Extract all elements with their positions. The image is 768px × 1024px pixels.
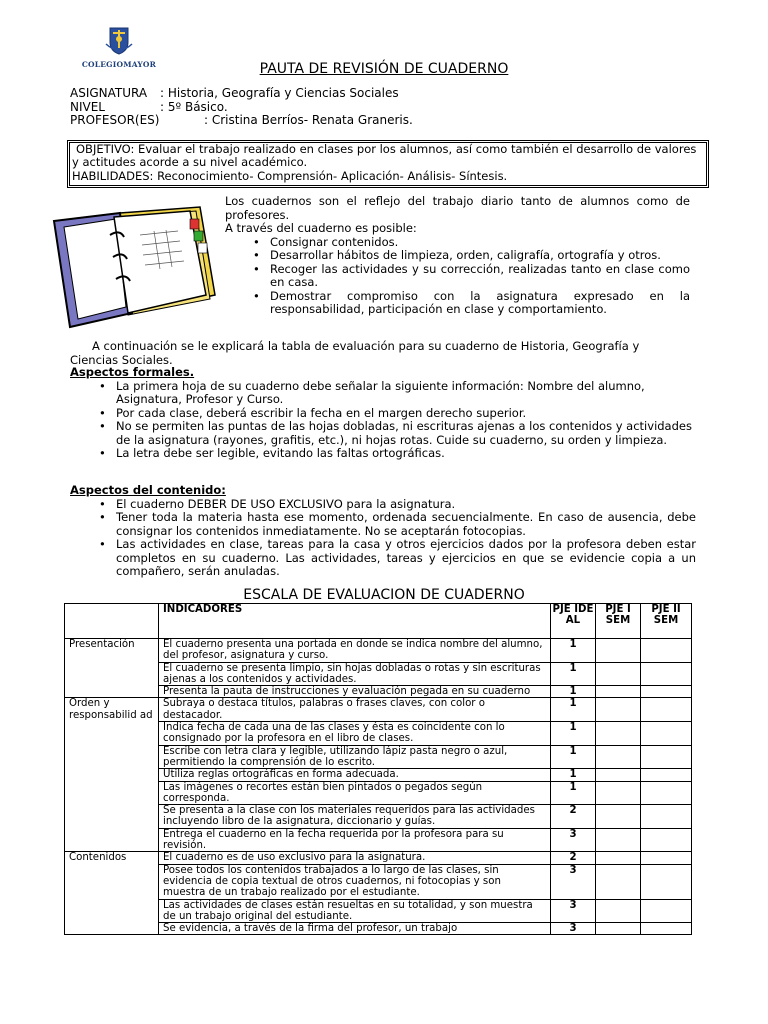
empty-header (65, 604, 159, 639)
intro-list (270, 236, 690, 317)
ideal-score: 3 (551, 828, 596, 852)
list-item: • No se permiten las puntas de las hojas dobladas, ni escrituras ajenas a los contenidos y actividades de la asignatura (rayones, grafitis, etc.), ni hojas rotas. Cuide su cuaderno, su orden y limpieza. (116, 420, 696, 447)
formal-heading: Aspectos formales. (70, 365, 195, 379)
list-item: • La primera hoja de su cuaderno debe señalar la siguiente información: Nombre del alumno, Asignatura, Profesor y Curso. (116, 380, 696, 407)
indicator-text: Se evidencia, a través de la firma del profesor, un trabajo (159, 923, 551, 935)
ideal-score: 1 (551, 745, 596, 769)
score-cell[interactable] (596, 639, 641, 663)
category-contents: Contenidos (65, 852, 159, 935)
content-list (116, 498, 696, 579)
indicator-text: El cuaderno presenta una portada en donde se indica nombre del alumno, del profesor, asignatura y curso. (159, 639, 551, 663)
table-row (65, 686, 692, 698)
list-item: • Demostrar compromiso con la asignatura expresado en la responsabilidad, participación en clase y comportamiento. (270, 290, 690, 317)
score-cell[interactable] (596, 864, 641, 899)
skills-text: HABILIDADES: Reconocimiento- Comprensión- Aplicación- Análisis- Síntesis. (72, 168, 508, 183)
list-item: • Por cada clase, deberá escribir la fecha en el margen derecho superior. (116, 407, 696, 421)
table-row (65, 745, 692, 769)
logo-text: COLEGIOMAYOR (81, 60, 157, 69)
objective-text: OBJETIVO: Evaluar el trabajo realizado en clases por los alumnos, así como también el desarrollo de valores y actitudes acorde a su nivel académico. (72, 142, 697, 170)
table-row (65, 852, 692, 864)
list-item: • Desarrollar hábitos de limpieza, orden, caligrafía, ortografía y otros. (270, 249, 690, 263)
ideal-score: 1 (551, 722, 596, 746)
objective-box (67, 140, 709, 188)
indicator-text: Posee todos los contenidos trabajados a lo largo de las clases, sin evidencia de copia textual de otros cuadernos, ni fotocopias y son muestra de un trabajo realizado por el estudiante. (159, 864, 551, 899)
table-row (65, 899, 692, 923)
table-row (65, 923, 692, 935)
score-cell[interactable] (596, 769, 641, 781)
ideal-score: 1 (551, 686, 596, 698)
subject-value: : Historia, Geografía y Ciencias Sociales (160, 86, 399, 100)
score-cell[interactable] (641, 899, 692, 923)
list-item: • El cuaderno DEBER DE USO EXCLUSIVO para la asignatura. (116, 498, 696, 512)
teacher-label: PROFESOR(ES) (70, 113, 160, 127)
list-item: • La letra debe ser legible, evitando las faltas ortográficas. (116, 447, 696, 461)
content-heading: Aspectos del contenido: (70, 483, 226, 497)
list-item: • Recoger las actividades y su corrección, realizadas tanto en clase como en casa. (270, 263, 690, 290)
score-cell[interactable] (641, 781, 692, 805)
intro-section (225, 195, 690, 317)
ideal-score: 3 (551, 864, 596, 899)
ideal-score: 2 (551, 805, 596, 829)
indicator-text: Se presenta a la clase con los materiales requeridos para las actividades incluyendo libro de la asignatura, diccionario y guías. (159, 805, 551, 829)
score-cell[interactable] (596, 852, 641, 864)
ideal-score: 1 (551, 769, 596, 781)
score-cell[interactable] (641, 639, 692, 663)
first-semester-header: PJE I SEM (596, 604, 641, 639)
category-order: Orden y responsabilid ad (65, 698, 159, 852)
table-row (65, 698, 692, 722)
score-cell[interactable] (641, 864, 692, 899)
score-cell[interactable] (596, 828, 641, 852)
score-cell[interactable] (641, 686, 692, 698)
subject-label: ASIGNATURA (70, 86, 148, 100)
list-item: • Las actividades en clase, tareas para la casa y otros ejercicios dados por la profesora deben estar completos en su cuaderno. Las actividades, tareas y ejercicios en que se evidencie copia a un compañero, serán anuladas. (116, 538, 696, 579)
table-row (65, 781, 692, 805)
table-explanation: A continuación se le explicará la tabla de evaluación para su cuaderno de Historia, Geografía y Ciencias Sociales. (70, 339, 640, 367)
indicator-text: Entrega el cuaderno en la fecha requerida por la profesora para su revisión. (159, 828, 551, 852)
ideal-score: 2 (551, 852, 596, 864)
indicator-text: Utiliza reglas ortográficas en forma adecuada. (159, 769, 551, 781)
score-cell[interactable] (596, 722, 641, 746)
category-presentation: Presentación (65, 639, 159, 698)
ideal-score: 1 (551, 781, 596, 805)
scale-title: ESCALA DE EVALUACION DE CUADERNO (243, 587, 525, 603)
indicators-header: INDICADORES (159, 604, 551, 639)
score-cell[interactable] (641, 722, 692, 746)
formal-aspects (70, 366, 696, 461)
score-cell[interactable] (641, 805, 692, 829)
score-cell[interactable] (641, 745, 692, 769)
list-item: • Consignar contenidos. (270, 236, 690, 250)
indicator-text: Las imágenes o recortes están bien pintados o pegados según corresponda. (159, 781, 551, 805)
indicator-text: Indica fecha de cada una de las clases y ésta es coincidente con lo consignado por la profesora en el libro de clases. (159, 722, 551, 746)
list-item: • Tener toda la materia hasta ese momento, ordenada secuencialmente. En caso de ausencia, debe consignar los contenidos inmediatamente. No se aceptarán fotocopias. (116, 511, 696, 538)
level-value: : 5º Básico. (160, 99, 228, 114)
table-row (65, 805, 692, 829)
second-semester-header: PJE II SEM (641, 604, 692, 639)
score-cell[interactable] (596, 745, 641, 769)
teacher-value: : Cristina Berríos- Renata Graneris. (204, 113, 413, 127)
indicator-text: Las actividades de clases están resueltas en su totalidad, y son muestra de un trabajo original del estudiante. (159, 899, 551, 923)
ideal-score: 1 (551, 639, 596, 663)
table-row (65, 662, 692, 686)
formal-list (116, 380, 696, 461)
score-cell[interactable] (641, 662, 692, 686)
table-row (65, 639, 692, 663)
table-row (65, 769, 692, 781)
indicator-text: El cuaderno es de uso exclusivo para la asignatura. (159, 852, 551, 864)
score-cell[interactable] (641, 828, 692, 852)
table-header-row (65, 604, 692, 639)
indicator-text: Presenta la pauta de instrucciones y evaluación pegada en su cuaderno (159, 686, 551, 698)
ideal-score: 3 (551, 899, 596, 923)
table-row (65, 828, 692, 852)
indicator-text: Subraya o destaca títulos, palabras o frases claves, con color o destacador. (159, 698, 551, 722)
page-title: PAUTA DE REVISIÓN DE CUADERNO (259, 61, 509, 77)
content-aspects (70, 484, 696, 579)
level-label: NIVEL (70, 99, 105, 114)
intro-lead: A través del cuaderno es posible: (225, 221, 417, 235)
ideal-score-header: PJE IDE AL (551, 604, 596, 639)
ideal-score: 1 (551, 662, 596, 686)
table-row (65, 864, 692, 899)
ideal-score: 3 (551, 923, 596, 935)
score-cell[interactable] (641, 923, 692, 935)
score-cell[interactable] (641, 769, 692, 781)
score-cell[interactable] (596, 923, 641, 935)
score-cell[interactable] (596, 686, 641, 698)
score-cell[interactable] (641, 698, 692, 722)
score-cell[interactable] (596, 698, 641, 722)
notebook-illustration (50, 195, 220, 335)
score-cell[interactable] (641, 852, 692, 864)
indicator-text: El cuaderno se presenta limpio, sin hojas dobladas o rotas y sin escrituras ajenas a los contenidos y actividades. (159, 662, 551, 686)
table-row (65, 722, 692, 746)
score-cell[interactable] (596, 805, 641, 829)
ideal-score: 1 (551, 698, 596, 722)
intro-text: Los cuadernos son el reflejo del trabajo diario tanto de alumnos como de profesores. (225, 194, 690, 222)
score-cell[interactable] (596, 899, 641, 923)
score-cell[interactable] (596, 781, 641, 805)
score-cell[interactable] (596, 662, 641, 686)
indicator-text: Escribe con letra clara y legible, utilizando lápiz pasta negro o azul, permitiendo la comprensión de lo escrito. (159, 745, 551, 769)
evaluation-table (64, 603, 692, 935)
